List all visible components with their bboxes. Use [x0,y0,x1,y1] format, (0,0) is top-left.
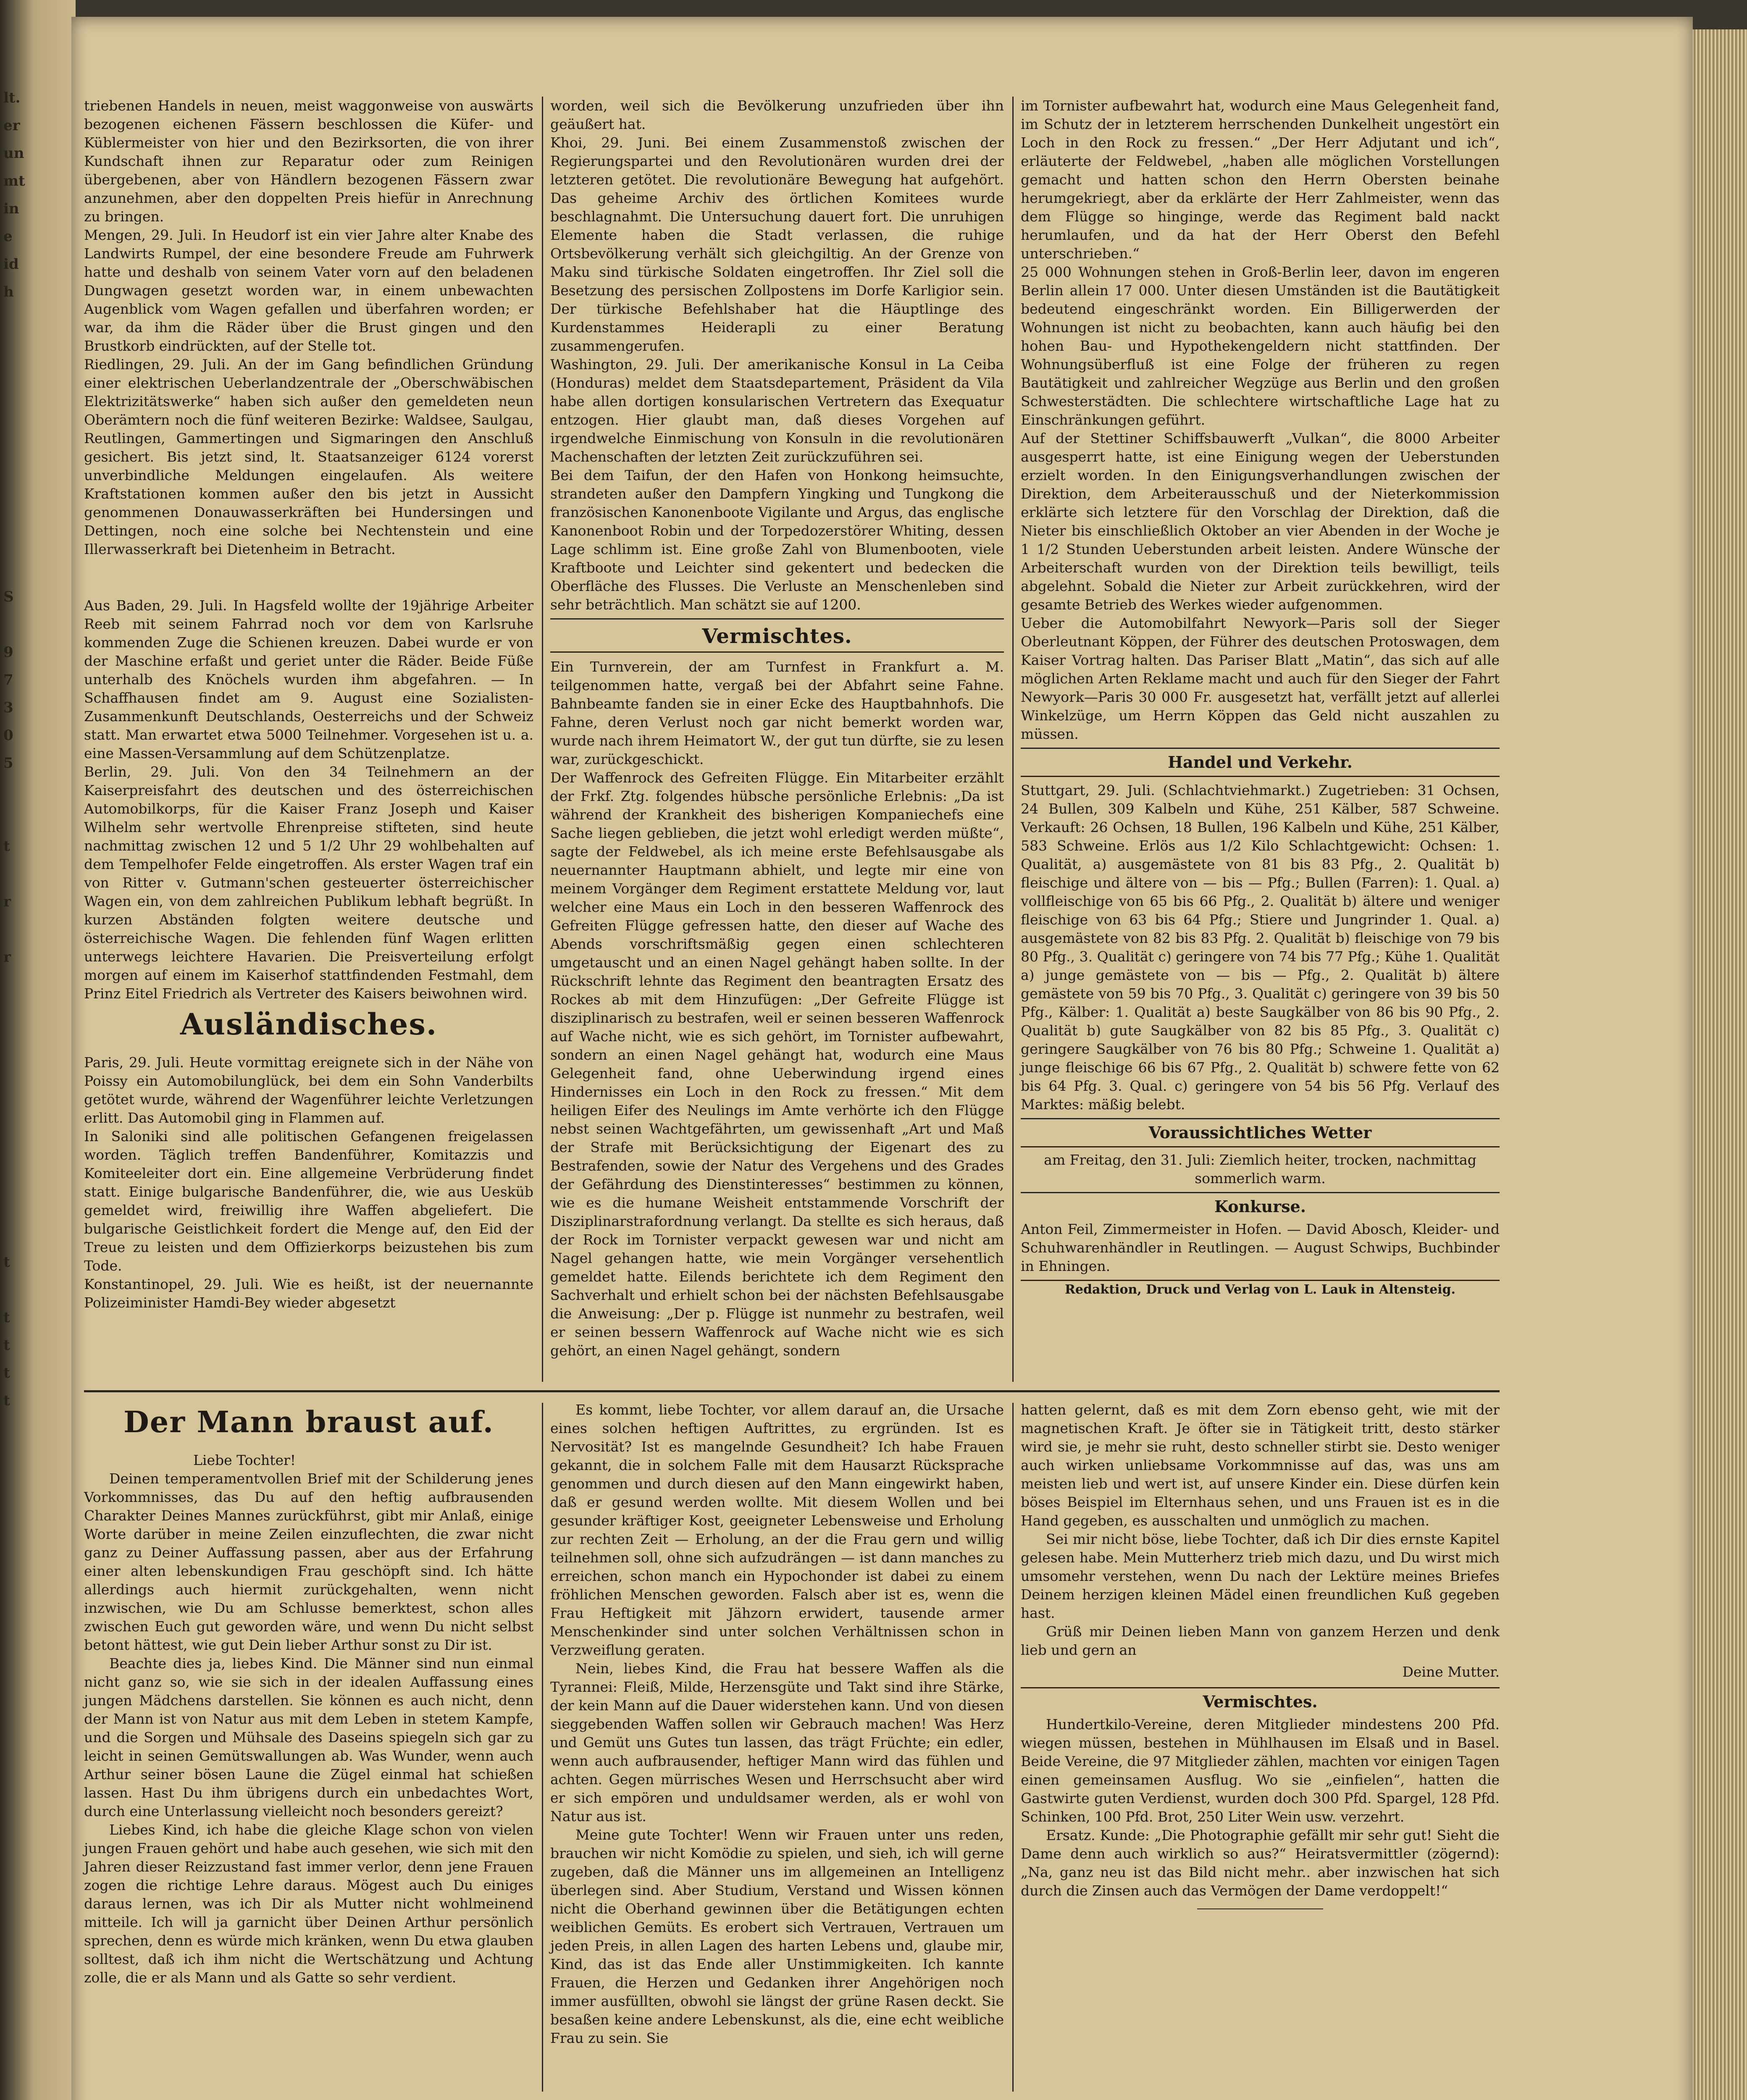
article: Ueber die Automobilfahrt Newyork—Paris soll der Sieger Oberleutnant Köppen, der Führer des deutschen Protoswagen, dem Kaiser Vortrag halten. Das Pariser Blatt „Matin“, das sich auf alle möglichen Arten Reklame macht und auch für den Sieger der Fahrt Newyork—Paris 30 000 Fr. ausgesetzt hat, verfällt jetzt auf allerlei Winkelzüge, um Herrn Köppen das Geld nicht auszahlen zu müssen. [1021,615,1500,742]
article: Washington, 29. Juli. Der amerikanische Konsul in La Ceiba (Honduras) meldet dem Staatsdepartement, Präsident da Vila habe allen dortigen konsularischen Vertretern das Exequatur entzogen. Hier glaubt man, daß dieses Vorgehen auf irgendwelche Einmischung von Konsuln in die revolutionären Machenschaften der letzten Zeit zurückzuführen sei. [550,356,1004,465]
salutation: Liebe Tochter! [193,1452,296,1468]
weather-forecast: am Freitag, den 31. Juli: Ziemlich heiter, trocken, nachmittag sommerlich warm. [1044,1152,1476,1186]
imprint: Redaktion, Druck und Verlag von L. Lauk in Altensteig. [1064,1282,1455,1297]
article: Bei dem Taifun, der den Hafen von Honkong heimsuchte, strandeten außer den Dampfern Yingking und Tungkong die französischen Kanonenboote Vigilante und Argus, das englische Kanonenboot Robin und der Torpedozerstörer Whiting, dessen Lage schlimm ist. Eine große Zahl von Blumenbooten, viele Kraftboote und Leichter sind gekentert und bedecken die Oberfläche des Flusses. Die Verluste an Menschenleben sind sehr beträchtlich. Man schätzt sie auf 1200. [550,467,1004,613]
column-3 [1021,97,1500,1299]
signature: Deine Mutter. [1402,1664,1500,1680]
section-heading: Vermischtes. [702,625,852,648]
article: triebenen Handels in neuen, meist waggonweise von auswärts bezogenen eichenen Fässern beschlossen die Küfer- und Küblermeister von hier und den Bezirksorten, die von ihrer Kundschaft ihnen zur Reparatur oder zum Reinigen übergebenen, aber von Händlern bezogenen Fässern zwar anzunehmen, aber den doppelten Preis hiefür in Anrechnung zu bringen. [84,97,533,225]
section-heading: Voraussichtliches Wetter [1148,1123,1372,1142]
market-report: Stuttgart, 29. Juli. (Schlachtviehmarkt.) Zugetrieben: 31 Ochsen, 24 Bullen, 309 Kalbeln und Kühe, 251 Kälber, 587 Schweine. Verkauft: 26 Ochsen, 18 Bullen, 196 Kalbeln und Kühe, 251 Kälber, 583 Schweine. Erlös aus 1/2 Kilo Schlachtgewicht: Ochsen: 1. Qualität, a) ausgemästete von 81 bis 83 Pfg., 2. Qualität b) fleischige und ältere von — bis — Pfg.; Bullen (Farren): 1. Qual. a) vollfleischige von 65 bis 66 Pfg., 2. Qualität b) ältere und weniger fleischige von 63 bis 64 Pfg.; Stiere und Jungrinder 1. Qual. a) ausgemästete von 82 bis 83 Pfg. 2. Qualität b) fleischige von 79 bis 80 Pfg., 3. Qualität c) geringere von 74 bis 77 Pfg.; Kühe 1. Qualität a) junge gemästete von — bis — Pfg., 2. Qualität b) ältere gemästete von 59 bis 70 Pfg., 3. Qualität c) geringere von 39 bis 50 Pfg., Kälber: 1. Qualität a) beste Saugkälber von 86 bis 90 Pfg., 2. Qualität b) gute Saugkälber von 82 bis 85 Pfg., 3. Qualität c) geringere Saugkälber von 76 bis 80 Pfg.; Schweine 1. Qualität a) junge fleischige 66 bis 67 Pfg., 2. Qualität b) schwere fette von 62 bis 64 Pfg. 3. Qual. c) geringere von 54 bis 56 Pfg. Verlauf des Marktes: mäßig belebt. [1021,782,1500,1113]
paragraph: Liebes Kind, ich habe die gleiche Klage schon von vielen jungen Frauen gehört und habe auch gesehen, wie sich mit den Jahren dieser Reizzustand fast immer verlor, denn jene Frauen zogen die richtige Lehre daraus. Mögest auch Du einiges daraus lernen, was ich Dir als Mutter nicht wohlmeinend mitteile. Ich will ja garnicht über Deinen Arthur persönlich sprechen, denn es würde mich kränken, wenn Du etwa glauben solltest, daß ich ihm nicht die Wertschätzung und Achtung zolle, die er als Mann und als Gatte so sehr verdient. [84,1822,533,1986]
article: Mengen, 29. Juli. In Heudorf ist ein vier Jahre alter Knabe des Landwirts Rumpel, der eine besondere Freude am Fuhrwerk hatte und deshalb von seinem Vater vorn auf den beladenen Dungwagen gesetzt worden war, in einem unbewachten Augenblick vom Wagen gefallen und überfahren worden; er war, da ihm die Räder über die Brust gingen und den Brustkorb eindrückten, auf der Stelle tot. [84,227,533,354]
article: In Saloniki sind alle politischen Gefangenen freigelassen worden. Täglich treffen Bandenführer, Komitazzis und Komiteeleiter dort ein. Eine allgemeine Verbrüderung findet statt. Einige bulgarische Bandenführer, die, wie aus Uesküb gemeldet wird, freiwillig ihre Waffen abgeliefert. Die bulgarische Geistlichkeit fordert die Menge auf, den Eid der Treue zu leisten und dem Offizierkorps beizustehen bis zum Tode. [84,1128,533,1274]
paragraph: Beachte dies ja, liebes Kind. Die Männer sind nun einmal nicht ganz so, wie sie sich in der idealen Auffassung eines jungen Mädchens darstellen. Sie können es auch nicht, denn der Mann ist von Natur aus mit dem Leben in stetem Kampfe, und die Sorgen und Mühsale des Daseins spiegeln sich gar zu leicht in seinen Gemütswallungen ab. Was Wunder, wenn auch Arthur seiner bösen Laune die Zügel einmal hat schießen lassen. Hast Du ihm übrigens durch ein unbedachtes Wort, durch eine Unterlassung vielleicht noch besonders gereizt? [84,1655,533,1819]
column-rule [542,1403,543,2092]
article: Khoi, 29. Juni. Bei einem Zusammenstoß zwischen der Regierungspartei und den Revolutionären wurden drei der letzteren getötet. Die revolutionäre Bewegung hat aufgehört. Das geheime Archiv des örtlichen Komitees wurde beschlagnahmt. Die Untersuchung dauert fort. Die unruhigen Elemente haben die Stadt verlassen, die ruhige Ortsbevölkerung verhält sich gleichgiltig. An der Grenze von Maku sind türkische Soldaten eingetroffen. Ihr Ziel soll die Besetzung des persischen Zollpostens im Dorfe Karligior sein. Der türkische Befehlshaber hat die Häuptlinge des Kurdenstammes Heiderapli zu einer Beratung zusammengerufen. [550,134,1004,354]
newspaper-page [71,17,1693,2100]
paragraph: hatten gelernt, daß es mit dem Zorn ebenso geht, wie mit der magnetischen Kraft. Je öfter sie in Tätigkeit tritt, desto stärker wird sie, je mehr sie ruht, desto schneller stirbt sie. Desto weniger auch wirken unliebsame Vorkommnisse auf das, was uns am meisten lieb und wert ist, auf unsere Kinder ein. Diese dürfen kein böses Beispiel im Elternhaus sehen, und uns Frauen ist es in die Hand gegeben, es ausschalten und unmöglich zu machen. [1021,1402,1500,1529]
section-divider [84,1390,1500,1392]
column-rule [1012,97,1014,1382]
section-heading: Ausländisches. [180,1007,438,1042]
section-heading: Handel und Verkehr. [1168,753,1353,772]
feuilleton-column-2 [550,1401,1004,2048]
article: Berlin, 29. Juli. Von den 34 Teilnehmern an der Kaiserpreisfahrt des deutschen und des österreichischen Automobilkorps, für die Kaiser Franz Joseph und Kaiser Wilhelm sehr wertvolle Ehrenpreise stifteten, sind heute nachmittag zwischen 12 und 5 1/2 Uhr 29 wohlbehalten auf dem Tempelhofer Felde eingetroffen. Als erster Wagen traf ein von Ritter v. Gutmann'schen gesteuerter österreichischer Wagen ein, von dem zahlreichen Publikum lebhaft begrüßt. In kurzen Abständen folgten weitere deutsche und österreichische Wagen. Die fehlenden fünf Wagen erlitten unterwegs leichtere Havarien. Die Preisverteilung erfolgt morgen auf einem im Kaiserhof stattfindenden Festmahl, dem Prinz Eitel Friedrich als Vertreter des Kaisers beiwohnen wird. [84,764,533,1002]
article: Ein Turnverein, der am Turnfest in Frankfurt a. M. teilgenommen hatte, vergaß bei der Abfahrt seine Fahne. Bahnbeamte fanden sie in einer Ecke des Hauptbahnhofs. Die Fahne, deren Verlust noch gar nicht bemerkt worden war, wurde nach ihrem Heimatort W., der gut tun dürfte, sie zu lesen war, zurückgeschickt. [550,659,1004,767]
article: worden, weil sich die Bevölkerung unzufrieden über ihn geäußert hat. [550,97,1004,132]
paragraph: Es kommt, liebe Tochter, vor allem darauf an, die Ursache eines solchen heftigen Auftrittes, zu ergründen. Ist es Nervosität? Ist es mangelnde Gesundheit? Ich habe Frauen gekannt, die in solchem Falle mit dem Hausarzt Rücksprache genommen und durch diesen auf den Mann eingewirkt haben, daß er gesund werden wollte. Mit diesem Wollen und bei gesunder kräftiger Kost, geeigneter Lebensweise und Erholung zur rechten Zeit — Erholung, an der die Frau gern und willig teilnehmen soll, ohne sich aufzudrängen — ist dann manches zu erreichen, schon manch ein Hypochonder ist dabei zu einem fröhlichen Menschen geworden. Falsch aber ist es, wenn die Frau Heftigkeit mit Jähzorn erwidert, tausende armer Menschenkinder sind unter solchen Verhältnissen schon in Verzweiflung geraten. [550,1402,1004,1658]
article: Konstantinopel, 29. Juli. Wie es heißt, ist der neuernannte Polizeiminister Hamdi-Bey wieder abgesetzt [84,1276,533,1311]
paragraph: Deinen temperamentvollen Brief mit der Schilderung jenes Vorkommnisses, das Du auf den heftig aufbrausenden Charakter Deines Mannes zurückführst, gibt mir Anlaß, einige Worte darüber in meine Zeilen einzuflechten, die zwar nicht ganz zu Deiner Auffassung passen, aber aus der Erfahrung einer alten lebenskundigen Frau geschöpft sind. Ich hätte allerdings auch hiermit zurückgehalten, wenn nicht inzwischen, wie Du am Schlusse bemerktest, schon alles zwischen Euch gut geworden wäre, und wenn Du nicht selbst betont hättest, wie gut Dein lieber Arthur sonst zu Dir ist. [84,1470,533,1653]
article: Der Waffenrock des Gefreiten Flügge. Ein Mitarbeiter erzählt der Frkf. Ztg. folgendes hübsche persönliche Erlebnis: „Da ist während der Krankheit des bisherigen Kompaniechefs eine Sache liegen geblieben, die jetzt wohl erledigt werden müßte“, sagte der Feldwebel, als ich meine erste Befehlsausgabe als neuernannter Hauptmann abhielt, und legte mir eine von meinem Vorgänger dem Regiment erstattete Meldung vor, laut welcher eine Maus ein Loch in den besseren Waffenrock des Gefreiten Flügge gefressen hatte, den dieser auf Wache des Abends vorschriftsmäßig gegen einen schlechteren umgetauscht und an einen Nagel gehängt haben sollte. In der Rückschrift lehnte das Regiment den beantragten Ersatz des Rockes ab mit dem Hinzufügen: „Der Gefreite Flügge ist disziplinarisch zu bestrafen, weil er seinen besseren Waffenrock auf Wache nicht, wie es sich gehört, im Tornister aufbewahrt, sondern an einen Nagel gehängt hat, wodurch eine Maus Gelegenheit fand, ohne Ueberwindung irgend eines Hindernisses ein Loch in den Rock zu fressen.“ Mit dem heiligen Eifer des Neulings im Amte verhörte ich den Flügge nebst seinen Wachtgefährten, um gewissenhaft „Art und Maß der Strafe mit Berücksichtigung der Eigenart des zu Bestrafenden, sowie der Natur des Vergehens und des Grades der Gefährdung des Dienstinteresses“ bestimmen zu können, wie es die humane Weisheit entstammende Vorschrift der Disziplinarstrafordnung verlangt. Da stellte es sich heraus, daß der Rock im Tornister verpackt gewesen war und nicht am Nagel gehangen hatte, wie mein Vorgänger versehentlich gemeldet hatte. Eilends berichtete ich dem Regiment den Sachverhalt und erhielt schon bei der nächsten Befehlsausgabe die Anweisung: „Der p. Flügge ist nunmehr zu bestrafen, weil er seinen bessern Waffenrock auf Wache nicht wie es sich gehört, an einen Nagel gehängt, sondern [550,769,1004,1359]
section-heading: Konkurse. [1214,1197,1306,1216]
article: Riedlingen, 29. Juli. An der im Gang befindlichen Gründung einer elektrischen Ueberlandzentrale der „Oberschwäbischen Elektrizitätswerke“ haben sich außer den gemeldeten neun Oberämtern noch die fünf weiteren Bezirke: Waldsee, Saulgau, Reutlingen, Gammertingen und Sigmaringen den Anschluß gesichert. Bis jetzt sind, lt. Staatsanzeiger 6124 vorerst unverbindliche Meldungen eingelaufen. Als weitere Kraftstationen kommen außer den bis jetzt in Aussicht genommenen Donauwasserkräften bei Hundersingen und Dettingen, noch eine solche bei Nechtenstein und eine Illerwasserkraft bei Dietenheim in Betracht. [84,356,533,557]
article: Aus Baden, 29. Juli. In Hagsfeld wollte der 19jährige Arbeiter Reeb mit seinem Fahrrad noch vor dem von Karlsruhe kommenden Zuge die Schienen kreuzen. Dabei wurde er von der Maschine erfaßt und geriet unter die Räder. Beide Füße unterhalb des Knöchels wurden ihm abgefahren. — In Schaffhausen findet am 9. August eine Sozialisten-Zusammenkunft Deutschlands, Oesterreichs und der Schweiz statt. Man erwartet etwa 5000 Teilnehmer. Vorgesehen ist u. a. eine Massen-Versammlung auf dem Schützenplatze. [84,597,533,761]
feuilleton-title: Der Mann braust auf. [123,1404,494,1439]
paragraph: Meine gute Tochter! Wenn wir Frauen unter uns reden, brauchen wir nicht Komödie zu spielen, und sieh, ich will gerne zugeben, daß die Männer uns im allgemeinen an Intelligenz überlegen sind. Aber Studium, Verstand und Wissen können nicht die Oberhand gewinnen über die Betätigungen echten weiblichen Gemüts. Es erobert sich Vertrauen, Vertrauen um jeden Preis, in allen Lagen des harten Lebens und, glaube mir, Kind, das ist das Ende aller Unstimmigkeiten. Ich kannte Frauen, die Herzen und Gedanken ihrer Angehörigen noch immer ausfüllten, obwohl sie längst der grüne Rasen deckt. Sie besaßen keine andere Lebenskunst, als die, eine echt weibliche Frau zu sein. Sie [550,1827,1004,2046]
paragraph: Grüß mir Deinen lieben Mann von ganzem Herzen und denk lieb und gern an [1021,1623,1500,1658]
article: Ersatz. Kunde: „Die Photographie gefällt mir sehr gut! Sieht die Dame denn auch wirklich so aus?“ Heiratsvermittler (zögernd): „Na, ganz neu ist das Bild nicht mehr.. aber inzwischen hat sich durch die Zinsen auch das Vermögen der Dame verdoppelt!“ [1021,1827,1500,1899]
article: Hundertkilo-Vereine, deren Mitglieder mindestens 200 Pfd. wiegen müssen, bestehen in Mühlhausen im Elsaß und in Basel. Beide Vereine, die 97 Mitglieder zählen, machten vor einigen Tagen einen gemeinsamen Ausflug. Wo sie „einfielen“, hatten die Gastwirte guten Verdienst, wurden doch 300 Pfd. Spargel, 128 Pfd. Schinken, 100 Pfd. Brot, 250 Liter Wein usw. verzehrt. [1021,1716,1500,1825]
article: im Tornister aufbewahrt hat, wodurch eine Maus Gelegenheit fand, im Schutz der in letzterem herrschenden Dunkelheit ungestört ein Loch in den Rock zu fressen.“ „Der Herr Adjutant und ich“, erläuterte der Feldwebel, „haben alle möglichen Vorstellungen gemacht und hatten schon den Herrn Obersten beinahe herumgekriegt, aber da erklärte der Herr Zahlmeister, wenn das dem Flügge so hinginge, werde das Regiment bald nackt herumlaufen, und da hat der Herr Oberst den Befehl unterschrieben.“ [1021,97,1500,262]
bankruptcy-notices: Anton Feil, Zimmermeister in Hofen. — David Abosch, Kleider- und Schuhwarenhändler in Reutlingen. — August Schwips, Buchbinder in Ehningen. [1021,1221,1500,1274]
adjacent-page-fragment: lt. er un mt in e id h S 9 7 3 0 5 t r r t t t t t [3,89,25,1409]
column-rule [1012,1403,1014,2092]
feuilleton-column-3 [1021,1401,1500,1909]
article: Auf der Stettiner Schiffsbauwerft „Vulkan“, die 8000 Arbeiter ausgesperrt hatte, ist eine Einigung wegen der Ueberstunden erzielt worden. In den Einigungsverhandlungen zwischen der Direktion, dem Arbeiterausschuß und der Nieterkommission erklärte sich letztere für den Vorschlag der Direktion, daß die Nieter bis einschließlich Oktober an vier Abenden in der Woche je 1 1/2 Stunden Ueberstunden arbeit leisten. Andere Wünsche der Arbeiterschaft wurden von der Direktion teils bewilligt, teils abgelehnt. Sobald die Nieter zur Arbeit zurückkehren, wird der gesamte Betrieb des Werkes wieder aufgenommen. [1021,430,1500,613]
paragraph: Sei mir nicht böse, liebe Tochter, daß ich Dir dies ernste Kapitel gelesen habe. Mein Mutterherz trieb mich dazu, und Du wirst mich umsomehr verstehen, wenn Du nach der Lektüre meines Briefes Deinem herzigen kleinen Mädel einen freundlichen Kuß gegeben hast. [1021,1531,1500,1621]
section-heading: Vermischtes. [1203,1692,1318,1711]
article: Paris, 29. Juli. Heute vormittag ereignete sich in der Nähe von Poissy ein Automobilunglück, bei dem ein Sohn Vanderbilts getötet wurde, während der Wagenführer leichte Verletzungen erlitt. Das Automobil ging in Flammen auf. [84,1054,533,1126]
column-rule [542,97,543,1382]
column-2 [550,97,1004,1360]
feuilleton-column-1 [84,1401,533,1987]
paragraph: Nein, liebes Kind, die Frau hat bessere Waffen als die Tyrannei: Fleiß, Milde, Herzensgüte und Takt sind ihre Stärke, der kein Mann auf die Dauer widerstehen kann. Und von diesen sieggebenden Waffen sollen wir Gebrauch machen! Was Herz und Gemüt uns Gutes tun lassen, das trägt Früchte; ein edler, wenn auch aufbrausender, heftiger Mann wird das fühlen und achten. Gegen mürrisches Wesen und Herrschsucht aber wird er sich empören und unduldsamer werden, als er wohl von Natur aus ist. [550,1660,1004,1824]
book-spine [0,0,76,2100]
column-1 [84,97,533,1312]
article: 25 000 Wohnungen stehen in Groß-Berlin leer, davon im engeren Berlin allein 17 000. Unter diesen Umständen ist die Bautätigkeit bedeutend eingeschränkt worden. Ein Billigerwerden der Wohnungen ist nicht zu beobachten, kann auch häufig bei den hohen Bau- und Hypothekengeldern nicht stattfinden. Der Wohnungsüberfluß ist eine Folge der früheren zu regen Bautätigkeit und zahlreicher Wegzüge aus Berlin und den großen Schwesterstädten. Die schlechtere wirtschaftliche Lage hat zu Einschränkungen geführt. [1021,264,1500,428]
